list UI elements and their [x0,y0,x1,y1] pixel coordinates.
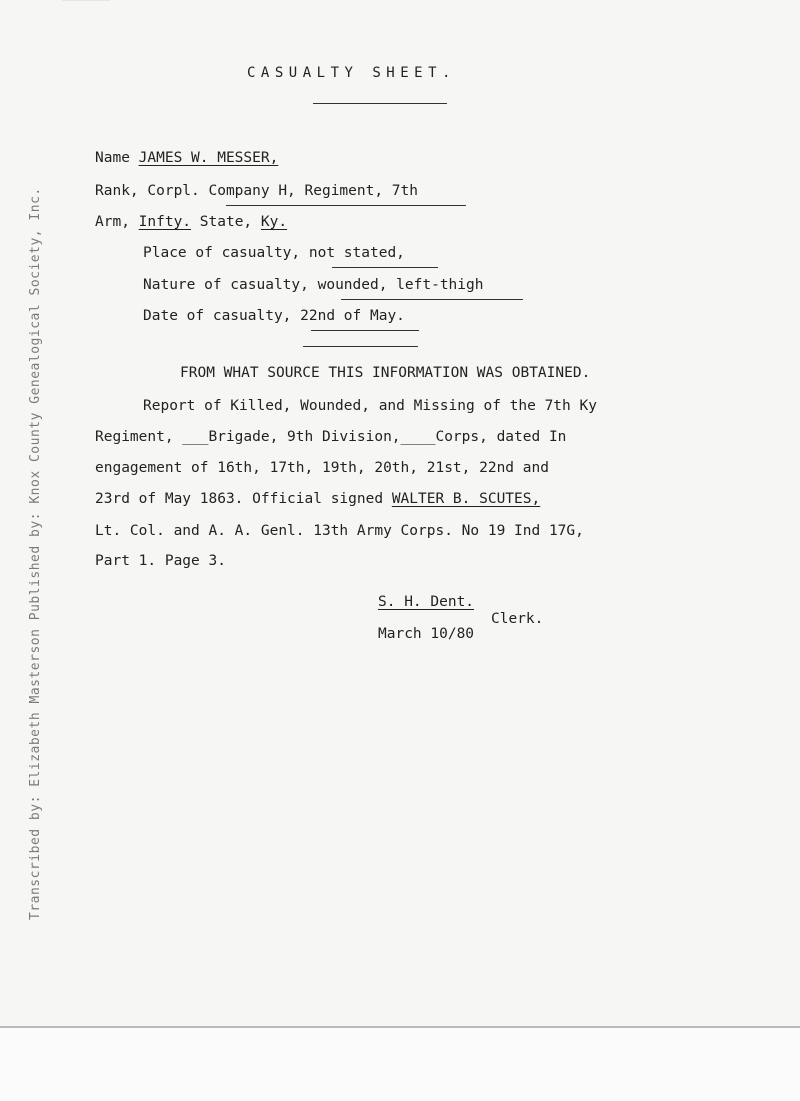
clerk-date: March 10/80 [378,626,475,642]
section-rule [303,346,418,347]
nature-value: wounded, left-thigh [317,277,484,293]
transcription-note: Transcribed by: Elizabeth Masterson Published by: Knox County Genealogical Society, Inc. [28,187,43,920]
date-label: Date of casualty, [143,308,292,324]
date-value: 22nd of May. [300,308,405,324]
report-line-1: Report of Killed, Wounded, and Missing of the 7th Ky [143,398,597,414]
date-rule [311,330,419,331]
report-line-3: engagement of 16th, 17th, 19th, 20th, 21st, 22nd and [95,460,549,476]
source-heading: FROM WHAT SOURCE THIS INFORMATION WAS OBTAINED. [180,365,591,381]
date-line [143,307,405,325]
arm-value: Infty. [138,214,192,230]
arm-line [95,213,287,231]
arm-label: Arm, [95,214,130,230]
clerk-name: S. H. Dent. [378,594,475,610]
nature-rule [341,299,523,300]
official-name: WALTER B. SCUTES, [391,491,541,507]
report-line-4 [95,490,540,508]
nature-label: Nature of casualty, [143,277,309,293]
rank-line: Rank, Corpl. Company H, Regiment, 7th [95,183,419,199]
place-value: not stated, [308,245,405,261]
report-line-5: Lt. Col. and A. A. Genl. 13th Army Corps. No 19 Ind 17G, [95,523,584,539]
official-prefix: 23rd of May 1863. Official signed [95,491,392,507]
name-line [95,149,278,167]
place-line [143,244,405,262]
clerk-title: Clerk. [491,611,544,627]
place-label: Place of casualty, [143,245,301,261]
document-title: CASUALTY SHEET. [247,65,456,81]
place-rule [332,267,438,268]
scan-background [0,1028,800,1101]
fold-mark [62,0,110,31]
rank-rule [226,205,466,206]
report-line-6: Part 1. Page 3. [95,553,226,569]
state-value: Ky. [260,214,288,230]
title-rule [313,103,447,104]
nature-line [143,276,483,294]
name-label: Name [95,150,130,166]
state-label: State, [199,214,253,230]
name-value: JAMES W. MESSER, [138,150,279,166]
report-line-2: Regiment, ___Brigade, 9th Division,____Corps, dated In [95,429,567,445]
